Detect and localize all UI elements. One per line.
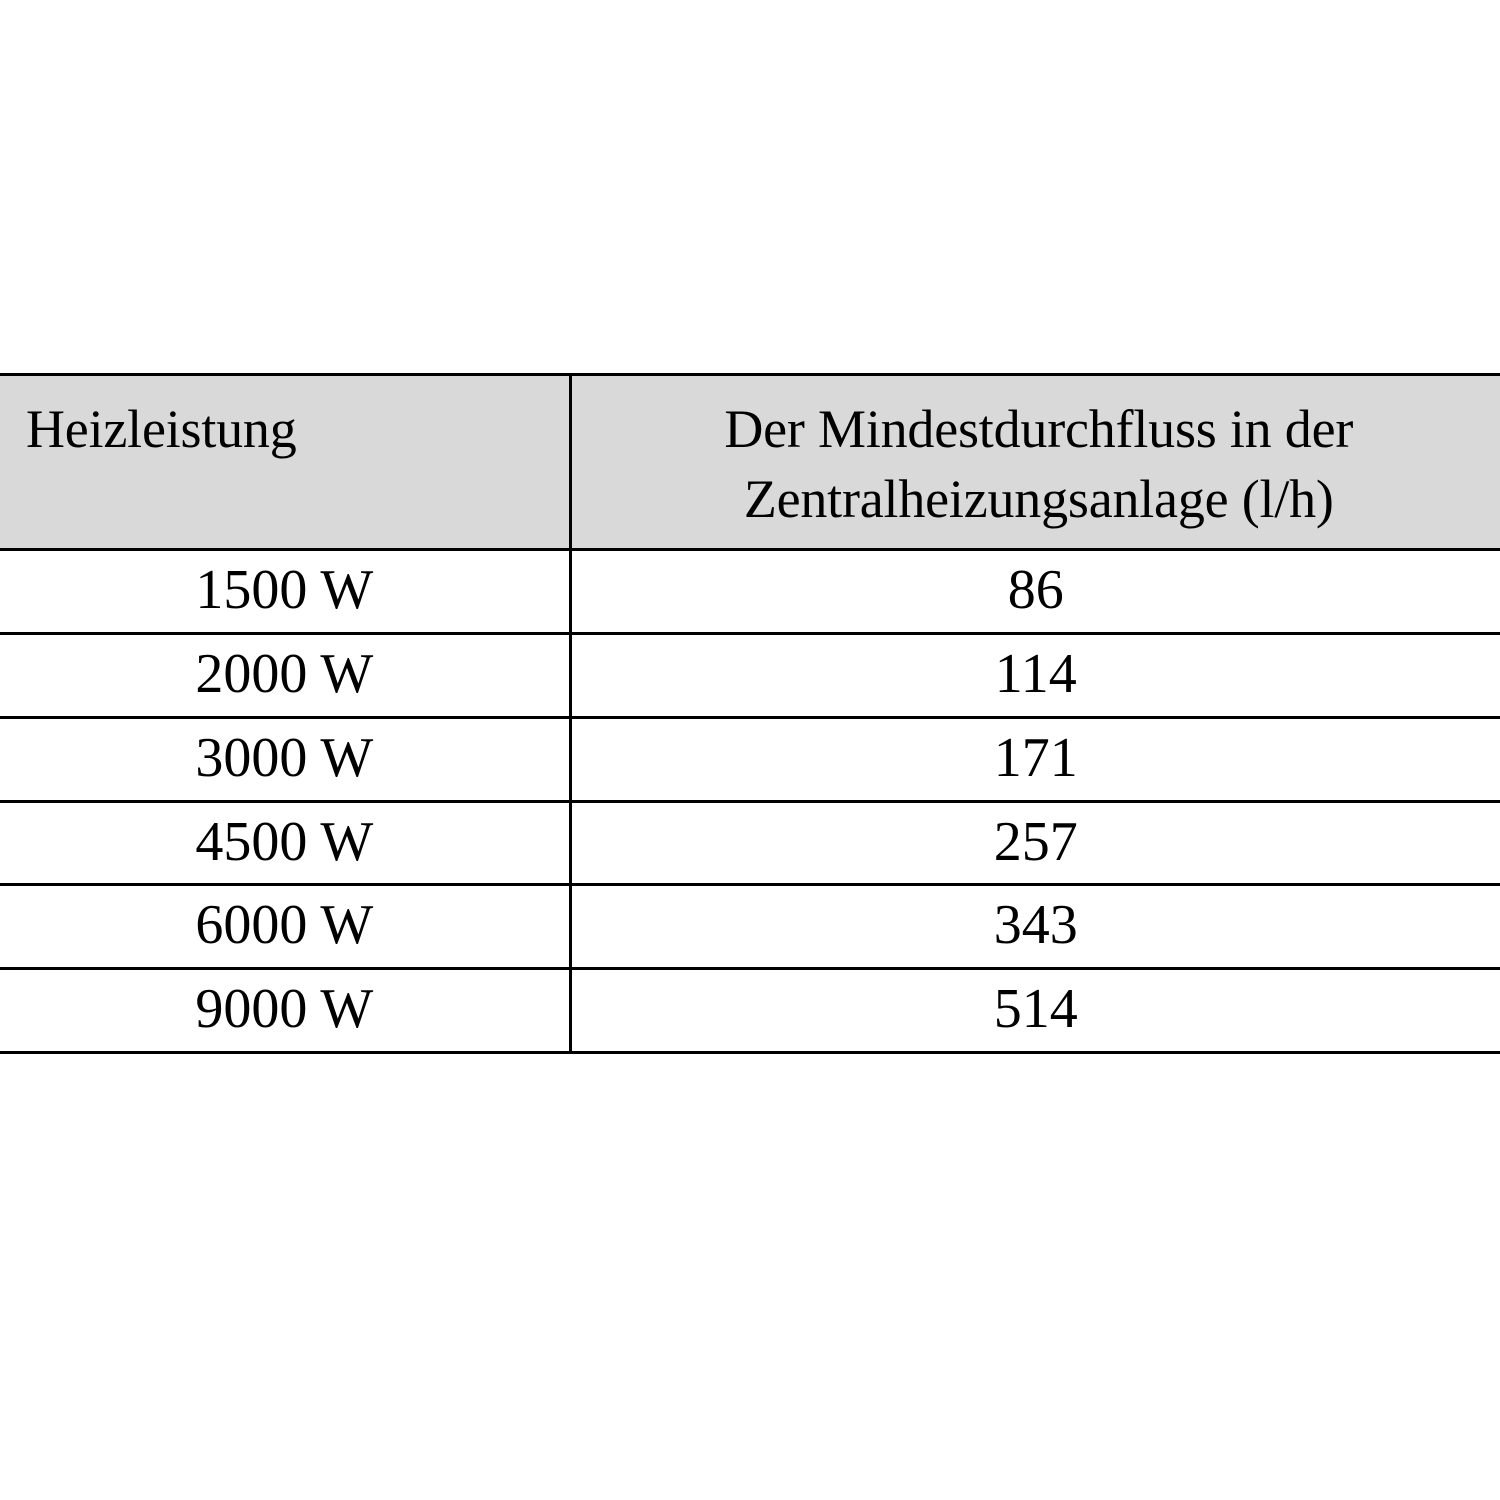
table-row <box>0 550 1500 634</box>
cell-heating-power: 9000 W <box>0 968 570 1052</box>
table-row <box>0 634 1500 718</box>
table-row <box>0 885 1500 969</box>
heating-power-flow-table <box>0 373 1500 1054</box>
cell-minimum-flow: 343 <box>570 885 1500 969</box>
cell-heating-power: 6000 W <box>0 885 570 969</box>
cell-minimum-flow: 257 <box>570 801 1500 885</box>
cell-minimum-flow: 86 <box>570 550 1500 634</box>
cell-heating-power: 2000 W <box>0 634 570 718</box>
table-header-row <box>0 375 1500 550</box>
cell-minimum-flow: 114 <box>570 634 1500 718</box>
cell-minimum-flow: 514 <box>570 968 1500 1052</box>
column-header-minimum-flow: Der Mindestdurchfluss in der Zentralheizungsanlage (l/h) <box>570 375 1500 550</box>
column-header-heating-power: Heizleistung <box>0 375 570 550</box>
table-row <box>0 968 1500 1052</box>
cell-heating-power: 1500 W <box>0 550 570 634</box>
table-header <box>0 375 1500 550</box>
table-row <box>0 717 1500 801</box>
cell-minimum-flow: 171 <box>570 717 1500 801</box>
cell-heating-power: 4500 W <box>0 801 570 885</box>
table-body <box>0 550 1500 1052</box>
cell-heating-power: 3000 W <box>0 717 570 801</box>
table-row <box>0 801 1500 885</box>
spec-table-container <box>0 373 1500 1054</box>
